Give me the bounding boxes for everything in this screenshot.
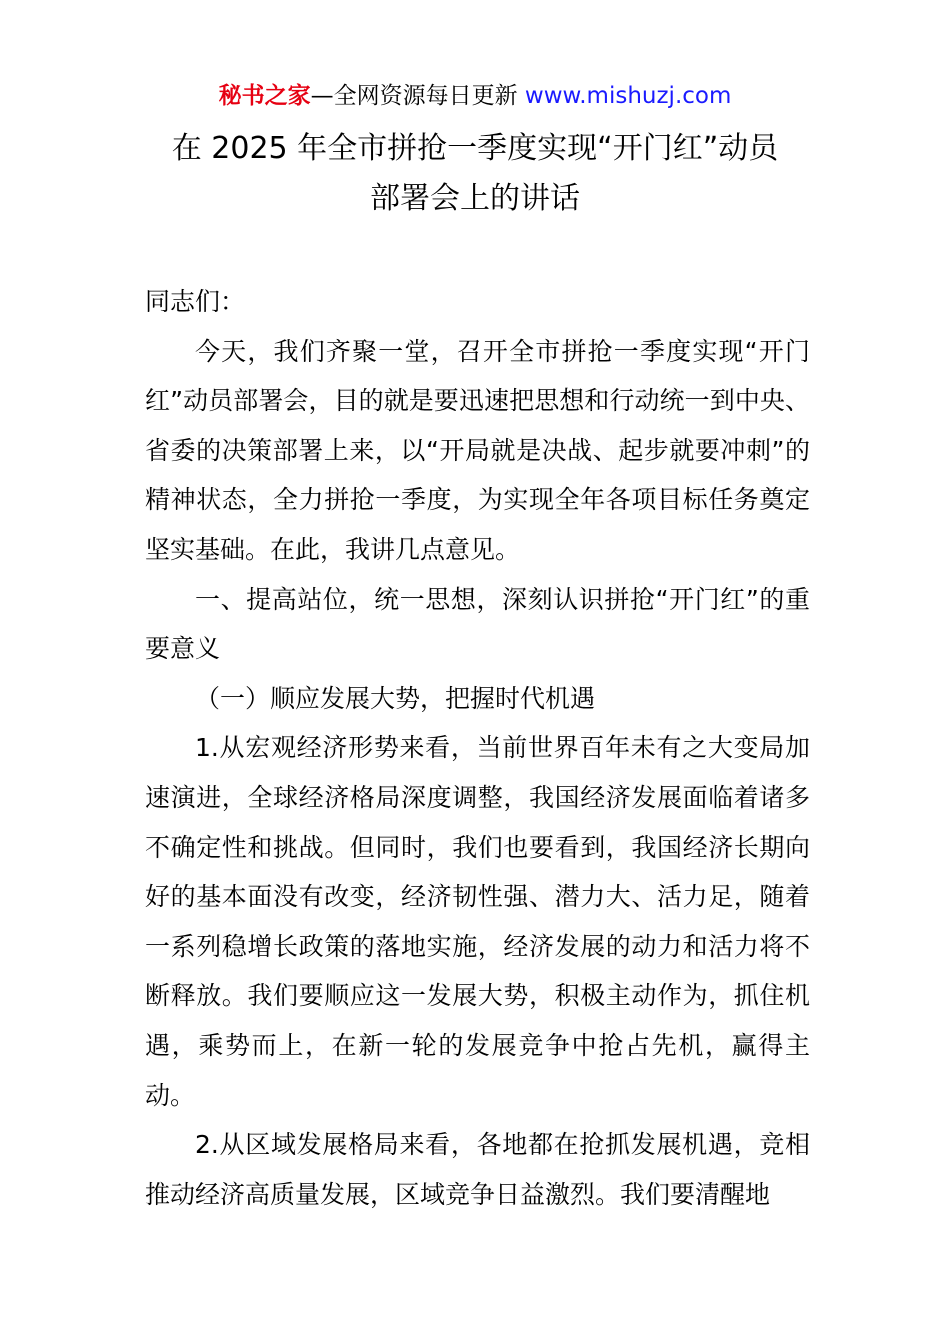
intro-paragraph: 今天，我们齐聚一堂，召开全市拼抢一季度实现“开门红”动员部署会，目的就是要迅速把思想和行动统一到中央、省委的决策部署上来，以“开局就是决战、起步就要冲刺”的精神状态，全力拼抢一季度，为实现全年各项目标任务奠定坚实基础。在此，我讲几点意见。 [145, 336, 810, 564]
greeting: 同志们： [145, 287, 246, 316]
title-line-1: 在 2025 年全市拼抢一季度实现“开门红”动员 [171, 131, 779, 166]
point-paragraph-1: 1.从宏观经济形势来看，当前世界百年未有之大变局加速演进，全球经济格局深度调整，我国经济发展面临着诸多不确定性和挑战。但同时，我们也要看到，我国经济长期向好的基本面没有改变，经济韧性强、潜力大、活力足，随着一系列稳增长政策的落地实施，经济发展的动力和活力将不断释放。我们要顺应这一发展大势，积极主动作为，抓住机遇，乘势而上，在新一轮的发展竞争中抢占先机，赢得主动。 [145, 733, 810, 1110]
point-paragraph-2: 2.从区域发展格局来看，各地都在抢抓发展机遇，竞相推动经济高质量发展，区域竞争日益激烈。我们要清醒地 [145, 1130, 810, 1209]
section-heading-1: 一、提高站位，统一思想，深刻认识拼抢“开门红”的重要意义 [145, 584, 810, 664]
document-body [145, 277, 810, 1219]
subsection-heading-1: （一）顺应发展大势，把握时代机遇 [195, 683, 596, 713]
title-line-2: 部署会上的讲话 [370, 181, 580, 216]
document-title [120, 124, 830, 224]
header-tagline: —全网资源每日更新 [310, 83, 525, 109]
site-header [0, 80, 950, 112]
brand-name: 秘书之家 [218, 83, 311, 109]
site-url[interactable]: www.mishuzj.com [524, 83, 732, 109]
